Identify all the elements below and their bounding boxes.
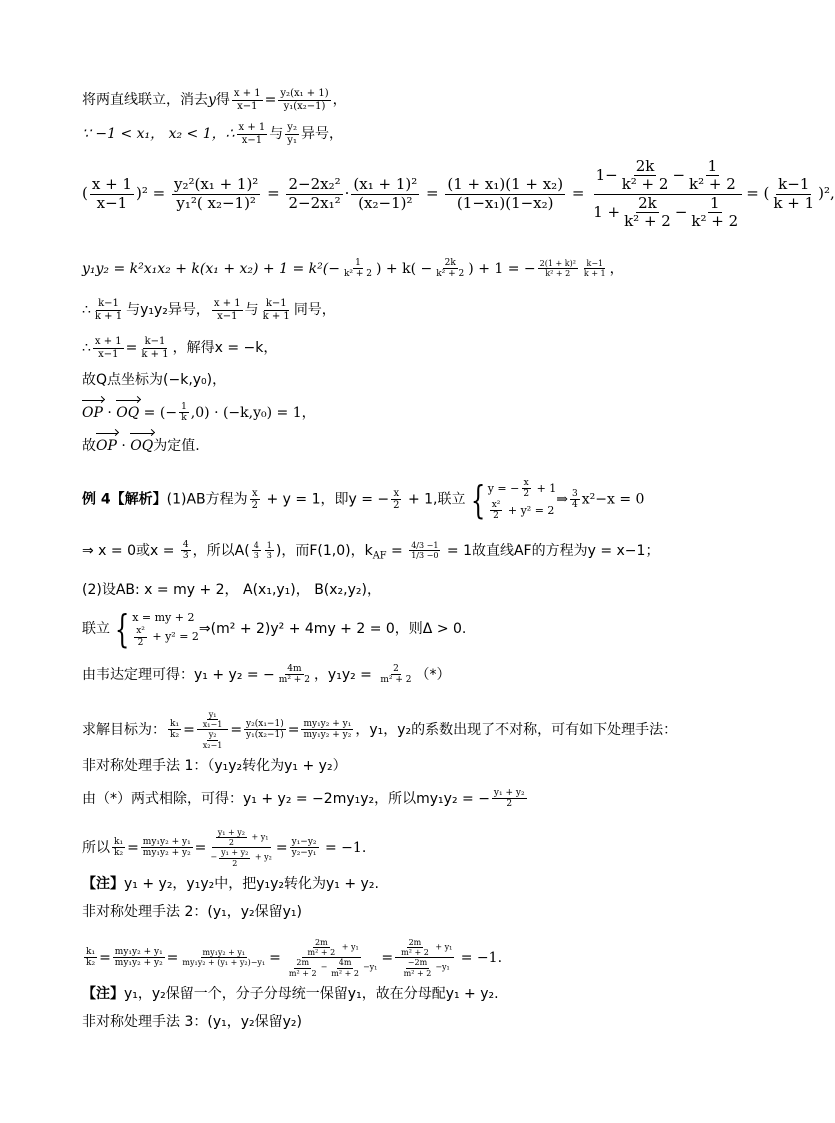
line-eliminate-y: 将两直线联立，消去y得 $\frac{x + 1}{x-1}$ = $\frac{\text{y₂(x₁ + 1)}}{\text{y₁(x₂−1)}}$ ， [82,88,347,112]
example-label: 例 4【解析】 [82,491,167,508]
math: y [208,92,216,108]
fraction: $\frac{\text{(1 + x₁)(1 + x₂)}}{\text{(1−x₁)(1−x₂)}}$ [447,175,564,212]
line-target: 求解目标为： $\frac{\text{k₁}}{\text{k₂}}$ = $\frac{\frac{\text{y₁}}{\text{x₁−1}}}{\frac{\text{y₂}}{\text{x₂−1}}}$ = $\frac{\text{y₂(x₁−1)}}{\text{y₁(x₂−1)}}$ = $\frac{\text{my₁y₂ + y₁}}{\text{my₁y₂ + y₂}}$ ，y₁，y₂的系数出现了不对称，可有如下处理手法： [82,710,678,750]
fraction: $\frac{\text{y₂(x₁ + 1)}}{\text{y₁(x₂−1)}}$ [280,88,329,112]
line-dot-product: OP · OQ = (− $\frac{1}{k}$ ,0) · (−k,y₀) = 1， [82,402,316,424]
fraction: $\frac{x + 1}{x-1}$ [91,175,132,212]
line-example4-af: ⇒ x = 0或x = $\frac{4}{3}$ ，所以A( $\frac{4}{3}$ $\frac{1}{3}$ )，而F(1,0)，$k_{AF}$ = $\frac{4/3 -1}{1/3 -0}$ = 1故直线AF的方程为y = x−1； [82,540,660,562]
line-method1-divide: 由（*）两式相除，可得：y₁ + y₂ = −2my₁y₂，所以my₁y₂ = − $\frac{\text{y₁ + y₂}}{2}$ [82,788,525,810]
fraction: $\frac{\text{2−2x₂²}}{\text{2−2x₁²}}$ [288,175,341,212]
math: ∵ −1 < x₁， x₂ < 1，∴ [82,126,235,142]
line-method2-result: $\frac{\text{k₁}}{\text{k₂}}$ = $\frac{\text{my₁y₂ + y₁}}{\text{my₁y₂ + y₂}}$ = $\frac{\text{my₁y₂ + y₁}}{\text{my₁y₂ + (y₁ + y₂)−y₁}}$ = $\frac{2m}{\text{m² + 2}}$ + y₁ $\frac{2m}{\text{m² + 2}}$ − $\frac{4m}{\text{m² + 2}}$ −y₁ = $\frac{2m}{\text{m² + 2}}$ + y₁ $\frac{-2m}{\text{m² + 2}}$ −y₁ = −1. [86,938,503,978]
line-note2: 【注】y₁，y₂保留一个，分子分母统一保留y₁，故在分母配y₁ + y₂. [82,986,499,1002]
line-example4-part1: 例 4【解析】(1)AB方程为 $\frac{x}{2}$ + y = 1，即y = − $\frac{x}{2}$ + 1,联立 { y = − $\frac{x}{2}$ + 1 $\frac{\text{x²}}{2}$ + y² = 2 ⇒ $\frac{3}{4}$ x²−x = 0 [82,477,645,522]
line-method2-title: 非对称处理手法 2：(y₁，y₂保留y₁) [82,904,302,920]
line-sign-relations: ∴ $\frac{k-1}{k + 1}$ 与y₁y₂异号， $\frac{x + 1}{x-1}$ 与 $\frac{k-1}{k + 1}$ 同号， [82,298,336,322]
line-y1y2-product: y₁y₂ = k²x₁x₂ + k(x₁ + x₂) + 1 = k²(− $\frac{1}{\text{k² + 2}}$ ) + k( − $\frac{2k}{\text{k² + 2}}$ ) + 1 = − $\frac{\text{2(1 + k)²}}{\text{k² + 2}}$ $\frac{k-1}{k + 1}$ ， [82,258,624,280]
line-method1-title: 非对称处理手法 1：（y₁y₂转化为y₁ + y₂） [82,758,347,774]
line-example4-system: 联立 { x = my + 2 $\frac{\text{x²}}{2}$ + y² = 2 ⇒(m² + 2)y² + 4my + 2 = 0，则Δ > 0. [82,607,467,651]
line-method3-title: 非对称处理手法 3：(y₁，y₂保留y₂) [82,1014,302,1030]
text: 得 [215,92,230,108]
line-squared-chain: ( $\frac{x + 1}{x-1}$ )² = $\frac{\text{y₂²(x₁ + 1)²}}{\text{y₁²( x₂−1)²}}$ = $\frac{\text{2−2x₂²}}{\text{2−2x₁²}}$ · $\frac{\text{(x₁ + 1)²}}{\text{(x₂−1)²}}$ = $\frac{\text{(1 + x₁)(1 + x₂)}}{\text{(1−x₁)(1−x₂)}}$ = 1− $\frac{2k}{\text{k² + 2}}$ − $\frac{1}{\text{k² + 2}}$ 1 + $\frac{2k}{\text{k² + 2}}$ − $\frac{1}{\text{k² + 2}}$ = ( $\frac{k-1}{k + 1}$ )², [82,157,835,230]
fraction: $\frac{k-1}{k + 1}$ [773,175,815,212]
fraction: $\frac{x + 1}{x-1}$ [238,122,266,146]
math: = [264,92,277,108]
line-note1: 【注】y₁ + y₂，y₁y₂中，把y₁y₂转化为y₁ + y₂. [82,876,379,892]
line-solve-x: ∴ $\frac{x + 1}{x-1}$ = $\frac{k-1}{k + 1}$ ，解得x = −k， [82,336,278,360]
line-method1-result: 所以 $\frac{\text{k₁}}{\text{k₂}}$ = $\frac{\text{my₁y₂ + y₁}}{\text{my₁y₂ + y₂}}$ = $\frac{\text{y₁ + y₂}}{2}$ + y₁ − $\frac{\text{y₁ + y₂}}{2}$ + y₂ = $\frac{\text{y₁−y₂}}{\text{y₂−y₁}}$ = −1. [82,828,367,868]
text: 将两直线联立，消去 [82,92,208,108]
fraction: $\frac{x + 1}{x-1}$ [233,88,261,112]
fraction: $\frac{\text{(x₁ + 1)²}}{\text{(x₂−1)²}}$ [353,175,418,212]
line-constant-value: 故OP · OQ为定值. [82,438,200,454]
fraction: $\frac{\text{y₂}}{\text{y₁}}$ [287,122,297,146]
line-vieta: 由韦达定理可得：y₁ + y₂ = − $\frac{4m}{\text{m² + 2}}$ ，y₁y₂ = $\frac{2}{\text{m² + 2}}$ （*） [82,664,451,686]
line-sign-condition: ∵ −1 < x₁， x₂ < 1，∴ $\frac{x + 1}{x-1}$ 与 $\frac{\text{y₂}}{\text{y₁}}$ 异号， [82,122,343,146]
line-example4-part2: (2)设AB: x = my + 2， A(x₁,y₁)， B(x₂,y₂)， [82,582,381,598]
fraction: $\frac{\text{y₂²(x₁ + 1)²}}{\text{y₁²( x₂−1)²}}$ [173,175,259,212]
compound-fraction: 1− $\frac{2k}{\text{k² + 2}}$ − $\frac{1}{\text{k² + 2}}$ 1 + $\frac{2k}{\text{k² + 2}}$ − $\frac{1}{\text{k² + 2}}$ [591,158,744,230]
line-q-coordinate: 故Q点坐标为(−k,y₀)， [82,372,227,388]
